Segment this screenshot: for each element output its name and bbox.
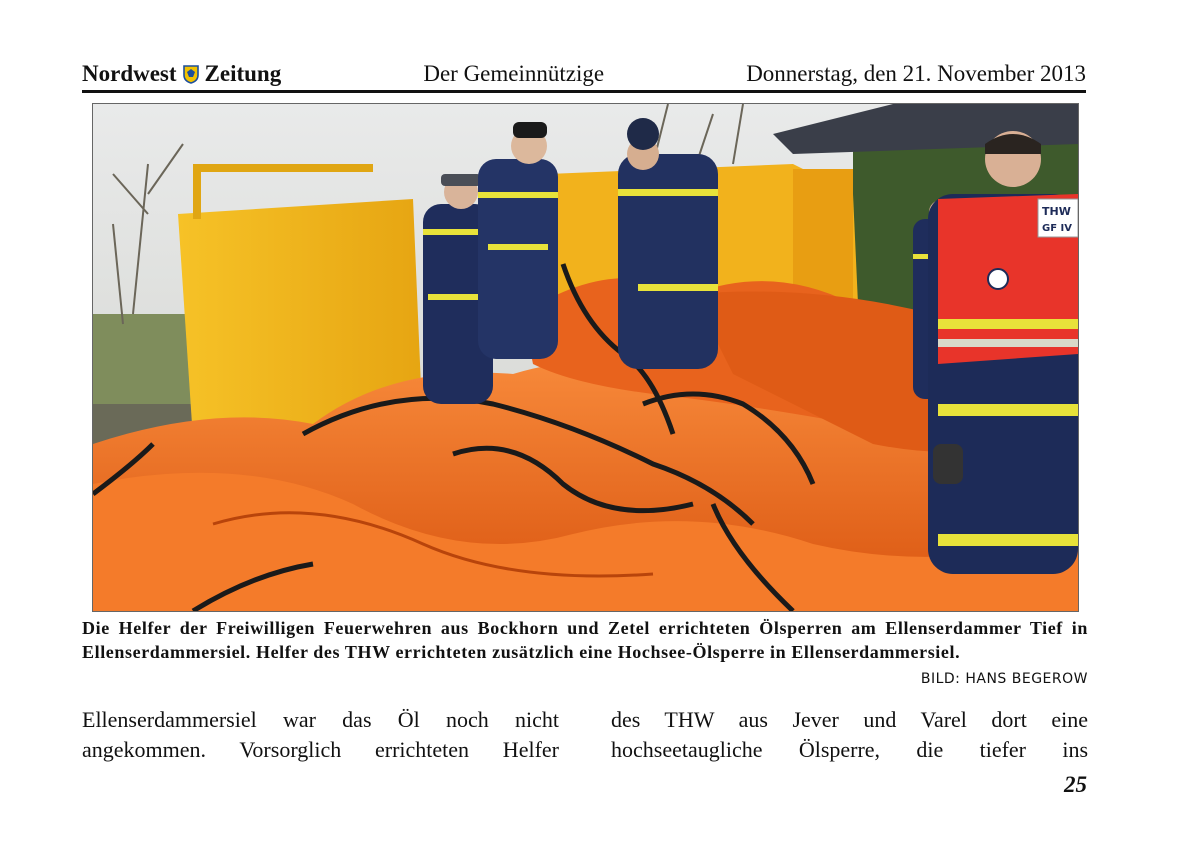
newspaper-brand [82, 61, 281, 87]
photo-credit: BILD: HANS BEGEROW [920, 671, 1088, 687]
page-number: 25 [1064, 772, 1087, 797]
caption-text: Die Helfer der Freiwilligen Feuerwehren aus Bockhorn und Zetel errichteten Ölsperren am Ellenserdammer Tief in Ellenserdammersiel. Helfer des THW errichteten zusätzlich eine Hochsee-Ölsperre in Ellenserdammersiel. [82, 618, 1088, 662]
thw-helper-foreground [928, 131, 1078, 574]
issue-date: Donnerstag, den 21. November 2013 [746, 61, 1086, 86]
body-line: angekommen. Vorsorglich errichteten Helfer [82, 737, 559, 762]
vest-label-2: GF IV [1042, 223, 1072, 234]
body-line: Ellenserdammersiel war das Öl noch nicht [82, 707, 559, 732]
body-column-left [82, 705, 559, 765]
brand-left: Nordwest [82, 61, 177, 86]
vest-label-1: THW [1042, 205, 1071, 218]
body-column-right [611, 705, 1088, 765]
section-title: Der Gemeinnützige [423, 61, 605, 86]
brand-right: Zeitung [204, 61, 282, 86]
firefighter-right [618, 118, 718, 369]
body-line: hochseetaugliche Ölsperre, die tiefer ins [611, 737, 1088, 762]
header-rule [82, 90, 1086, 93]
photo-caption [82, 616, 1088, 691]
crest-icon [183, 65, 199, 84]
body-line: des THW aus Jever und Varel dort eine [611, 707, 1088, 732]
page-header [82, 58, 1086, 90]
photo-scene [93, 104, 1078, 611]
news-photo [92, 103, 1079, 612]
